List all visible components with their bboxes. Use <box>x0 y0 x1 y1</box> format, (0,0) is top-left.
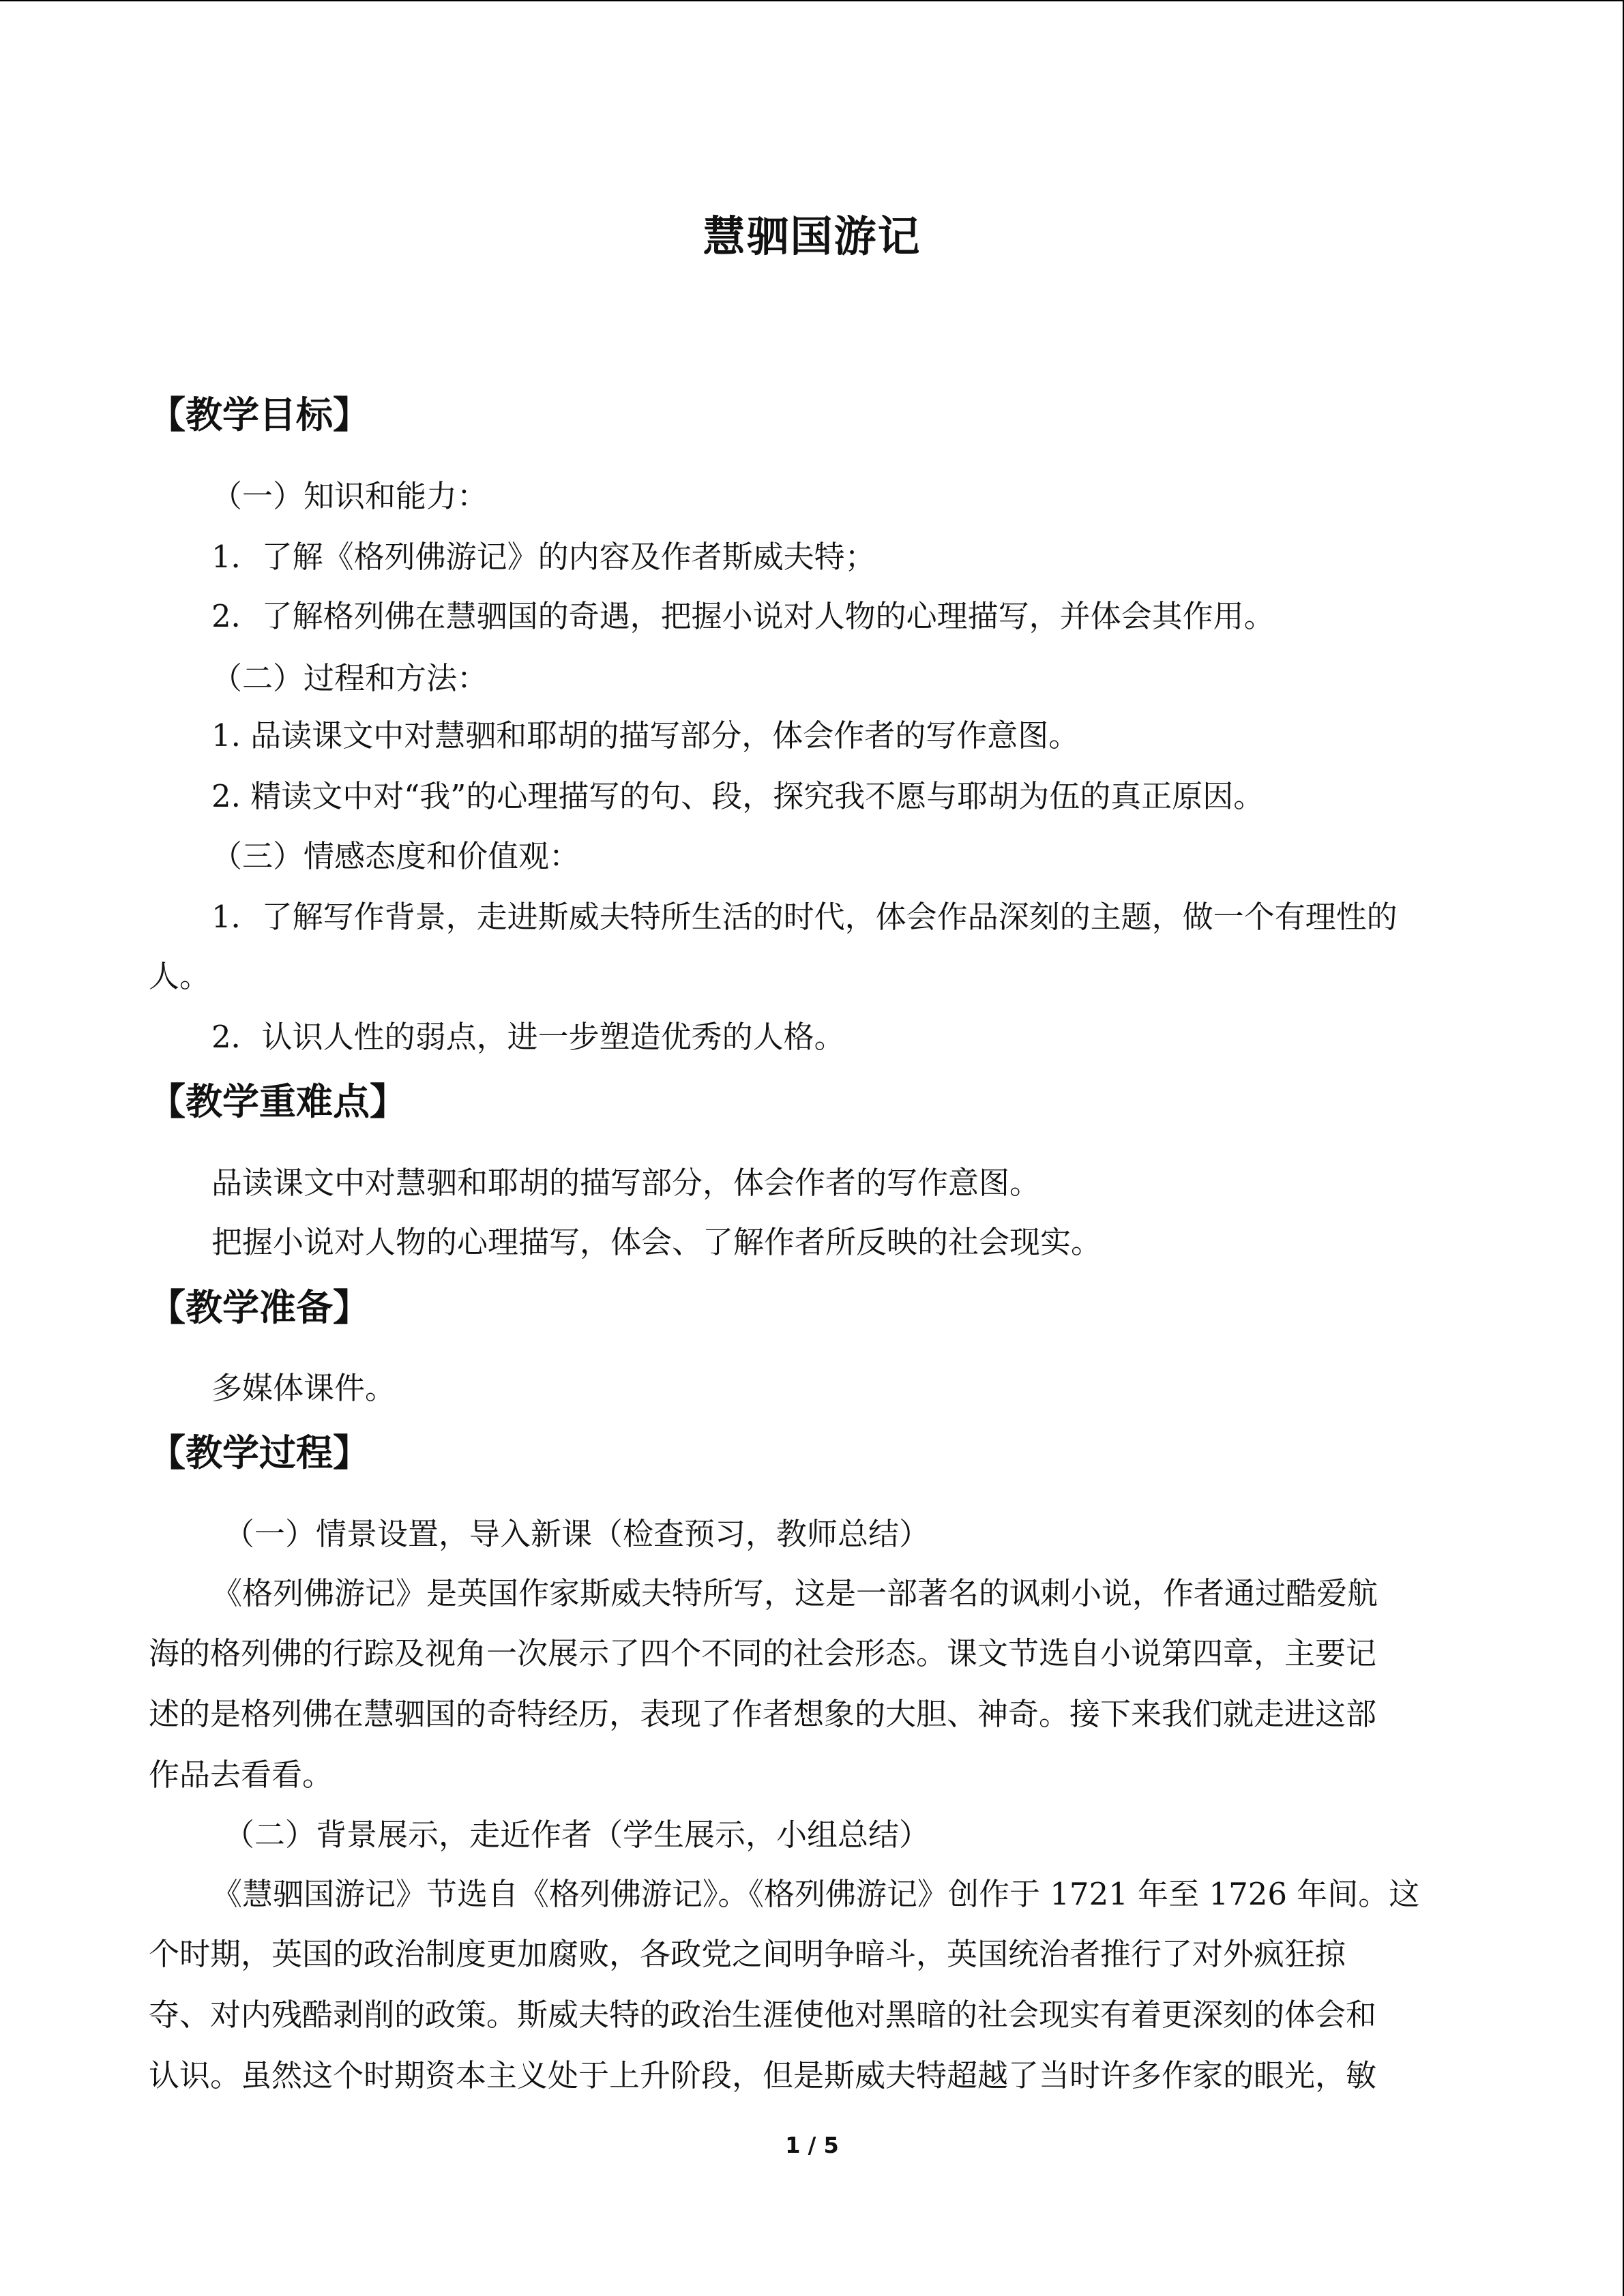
process-para-1-line-4: 作品去看看。 <box>149 1757 334 1793</box>
page-number: 1 / 5 <box>785 2132 839 2158</box>
process-para-1-line-1: 《格列佛游记》是英国作家斯威夫特所写，这是一部著名的讽刺小说，作者通过酷爱航 <box>211 1575 1378 1611</box>
keypoints-line-2: 把握小说对人物的心理描写，体会、了解作者所反映的社会现实。 <box>211 1224 1102 1260</box>
process-step-2: （二）背景展示，走近作者（学生展示，小组总结） <box>224 1817 930 1853</box>
process-step-1: （一）情景设置，导入新课（检查预习，教师总结） <box>224 1516 930 1552</box>
objectives-section-1-item-1: 1．了解《格列佛游记》的内容及作者斯威夫特； <box>211 539 876 575</box>
objectives-section-2: （二）过程和方法： <box>211 660 488 696</box>
objectives-section-3: （三）情感态度和价值观： <box>211 838 580 874</box>
objectives-section-2-item-1: 1. 品读课文中对慧驷和耶胡的描写部分，体会作者的写作意图。 <box>211 717 1080 754</box>
document-title: 慧驷国游记 <box>703 211 921 261</box>
process-para-1-line-2: 海的格列佛的行踪及视角一次展示了四个不同的社会形态。课文节选自小说第四章，主要记 <box>149 1635 1377 1671</box>
objectives-section-3-item-2: 2．认识人性的弱点，进一步塑造优秀的人格。 <box>211 1019 845 1055</box>
objectives-section-3-item-1-line-1: 1．了解写作背景，走进斯威夫特所生活的时代，体会作品深刻的主题，做一个有理性的 <box>211 899 1398 935</box>
keypoints-line-1: 品读课文中对慧驷和耶胡的描写部分，体会作者的写作意图。 <box>211 1165 1041 1201</box>
heading-objectives: 【教学目标】 <box>149 393 370 436</box>
process-para-2-line-3: 夺、对内残酷剥削的政策。斯威夫特的政治生涯使他对黑暗的社会现实有着更深刻的体会和 <box>149 1997 1377 2033</box>
process-para-2-line-2: 个时期，英国的政治制度更加腐败，各政党之间明争暗斗，英国统治者推行了对外疯狂掠 <box>149 1936 1346 1972</box>
process-para-2-line-4: 认识。虽然这个时期资本主义处于上升阶段，但是斯威夫特超越了当时许多作家的眼光，敏 <box>149 2057 1377 2093</box>
process-para-2-line-1: 《慧驷国游记》节选自《格列佛游记》。《格列佛游记》创作于 1721 年至 1726 年间。这 <box>211 1876 1420 1912</box>
objectives-section-1-item-2: 2．了解格列佛在慧驷国的奇遇，把握小说对人物的心理描写，并体会其作用。 <box>211 598 1275 634</box>
heading-preparation: 【教学准备】 <box>149 1286 370 1329</box>
objectives-section-1: （一）知识和能力： <box>211 478 488 514</box>
heading-process: 【教学过程】 <box>149 1431 370 1474</box>
process-para-1-line-3: 述的是格列佛在慧驷国的奇特经历，表现了作者想象的大胆、神奇。接下来我们就走进这部 <box>149 1696 1377 1732</box>
objectives-section-3-item-1-line-2: 人。 <box>149 958 211 994</box>
objectives-section-2-item-2: 2. 精读文中对“我”的心理描写的句、段，探究我不愿与耶胡为伍的真正原因。 <box>211 778 1265 814</box>
heading-keypoints: 【教学重难点】 <box>149 1080 407 1123</box>
preparation-line-1: 多媒体课件。 <box>211 1370 396 1406</box>
